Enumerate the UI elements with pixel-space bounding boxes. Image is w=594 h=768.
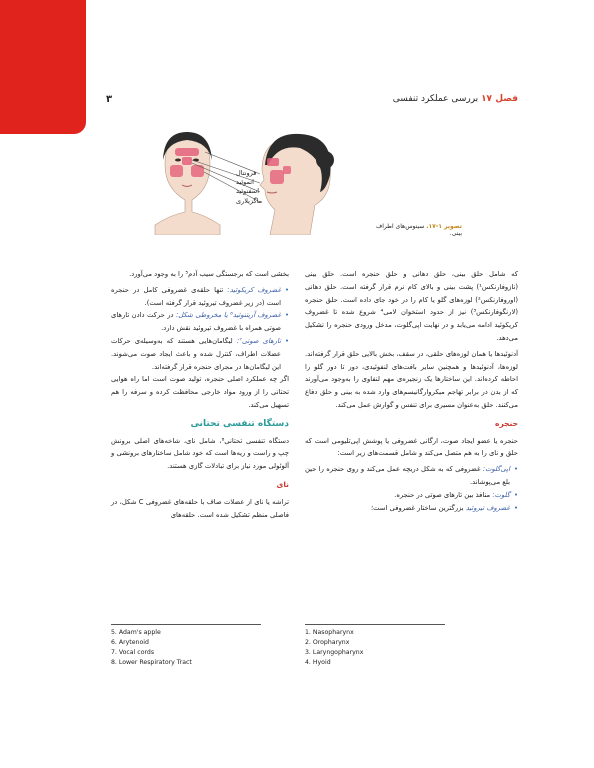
bullet-text: منافذ بین تارهای صوتی در حنجره. xyxy=(394,490,493,499)
chapter-tab-decoration xyxy=(0,0,86,134)
sinus-illustration xyxy=(150,130,370,235)
side-head-drawing xyxy=(260,134,334,235)
footnote: 6. Arytenoid xyxy=(111,639,149,646)
bullet-text: لیگامان‌هایی هستند که به‌وسیله‌ی حرکات عضلات اطراف، کنترل شده و باعث ایجاد صوت می‌شوند. این لیگامان‌ها در مجرای حنجره قرار گرفته‌اند. xyxy=(111,336,281,371)
larynx-heading: حنجره xyxy=(495,418,518,428)
figure-label-maxillary: ماگزیلاری xyxy=(236,197,263,205)
bullet-term: اپی‌گلوت: xyxy=(482,465,510,474)
list-item xyxy=(305,502,518,515)
bullet-text: بزرگترین ساختار غضروفی است؛ xyxy=(370,503,466,512)
footnote: 3. Laryngopharynx xyxy=(305,649,364,656)
figure-label-ethmoid: اتموئید xyxy=(236,178,254,186)
bullet-term: تارهای صوتی⁷: xyxy=(236,336,281,345)
caption-label: تصویر ۱-۱۷. xyxy=(426,223,462,230)
sinus-figure xyxy=(150,130,370,235)
chapter-heading xyxy=(393,94,518,104)
pharynx-paragraph: که شامل حلق بینی، حلق دهانی و حلق حنجره است. حلق بینی (نازوفارنکس¹) پشت بینی و بالای کام نرم قرار گرفته است. حلق دهانی (اوروفارنکس²) لوزه‌های گلو یا کام را در خود جای داده است. حلق حنجره (لارنگوفارنکس³) نیز از حدود استخوان لامی⁴ شروع شده تا غضروف کریکوئید ادامه می‌یابد و در نهایت اپی‌گلوت، مدخل ورودی حنجره را تشکیل می‌دهد. xyxy=(305,270,518,342)
bullet-text: غضروفی که به شکل دریچه عمل می‌کند و روی حنجره را حین بلع می‌پوشاند. xyxy=(305,465,510,486)
adenoid-paragraph: آدنوئیدها یا همان لوزه‌های حلقی، در سقف، بخش بالایی حلق قرار گرفته‌اند. لوزه‌ها، آدنوئیدها و همچنین سایر بافت‌های لنفوئیدی، دور تا دور گلو را احاطه کرده‌اند. این ساختارها یک زنجیره‌ی مهم لنفاوی را به‌وجود می‌آورند که از بدن در برابر تهاجم میکروارگانیسم‌های وارد شده به بینی و حلق دفاع می‌کنند. حلق به‌عنوان مسیری برای تنفس و گوارش عمل می‌کند. xyxy=(305,349,518,409)
larynx-function-paragraph: اگر چه عملکرد اصلی حنجره، تولید صوت است اما راه هوایی تحتانی را از ورود مواد خارجی محافظت کرده و سرفه را هم تسهیل می‌کند. xyxy=(111,375,289,409)
footnote: 4. Hyoid xyxy=(305,659,331,666)
bullet-text: تنها حلقه‌ی غضروفی کامل در حنجره است (در زیر غضروف تیروئید قرار گرفته است). xyxy=(111,285,281,307)
trachea-heading: نای xyxy=(276,479,289,489)
chapter-title: بررسی عملکرد تنفسی xyxy=(392,94,479,104)
adams-apple-paragraph: بخشی است که برجستگی سیب آدم⁵ را به وجود می‌آورد. xyxy=(129,270,289,278)
lower-respiratory-paragraph: دستگاه تنفسی تحتانی⁸، شامل نای، شاخه‌های اصلی برونش چپ و راست و ریه‌ها است که خود شامل ساختارهای برونشی و آلوئولی مورد نیاز برای تبادلات گازی هستند. xyxy=(111,436,289,471)
footnotes-left xyxy=(111,628,192,668)
list-item xyxy=(111,284,289,310)
bullet-term: گلوت: xyxy=(492,490,510,499)
list-item xyxy=(305,489,518,502)
bullet-term: غضروف کریکوئید: xyxy=(227,285,282,294)
page-header xyxy=(98,93,518,111)
lower-respiratory-heading: دستگاه تنفسی تحتانی xyxy=(190,418,289,429)
footnote: 2. Oropharynx xyxy=(305,639,350,646)
front-head-drawing xyxy=(155,132,220,235)
footnotes-right xyxy=(305,628,363,668)
footnote-rule-left xyxy=(111,624,261,625)
chapter-label: فصل ۱۷ xyxy=(481,94,518,104)
footnote-rule-right xyxy=(305,624,445,625)
bullet-term: غضروف آریتنوئید⁶ یا مخروطی شکل: xyxy=(175,311,282,320)
figure-caption xyxy=(372,223,462,237)
caption-text: سینوس‌های اطراف بینی. xyxy=(375,223,462,237)
bullet-term: غضروف تیروئید xyxy=(465,503,510,512)
footnote: 7. Vocal cords xyxy=(111,649,155,656)
trachea-paragraph: تراشه یا نای از عضلات صاف با حلقه‌های غضروفی C شکل، در فاصلی منظم تشکیل شده است. حلقه‌های xyxy=(111,497,290,519)
larynx-intro: حنجره یا عضو ایجاد صوت، ارگانی غضروفی یا پوشش اپی‌تلیومی است که حلق و نای را به هم متصل می‌کند و شامل قسمت‌های زیر است: xyxy=(305,436,518,458)
left-column xyxy=(111,268,289,524)
figure-label-frontal: فرونتال xyxy=(236,169,257,177)
footnote: 5. Adam's apple xyxy=(111,629,161,636)
figure-label-sphenoid: اسفنوئید xyxy=(236,187,260,195)
bullet-text: در حرکت دادن تارهای صوتی همراه با غضروف تیروئید نقش دارد. xyxy=(111,311,281,333)
footnote: 8. Lower Respiratory Tract xyxy=(111,659,192,666)
list-item xyxy=(111,309,289,335)
list-item xyxy=(305,463,518,489)
page-number: ۳ xyxy=(106,94,113,105)
list-item xyxy=(111,335,289,373)
right-column xyxy=(305,268,518,514)
footnote: 1. Nasopharynx xyxy=(305,629,354,636)
